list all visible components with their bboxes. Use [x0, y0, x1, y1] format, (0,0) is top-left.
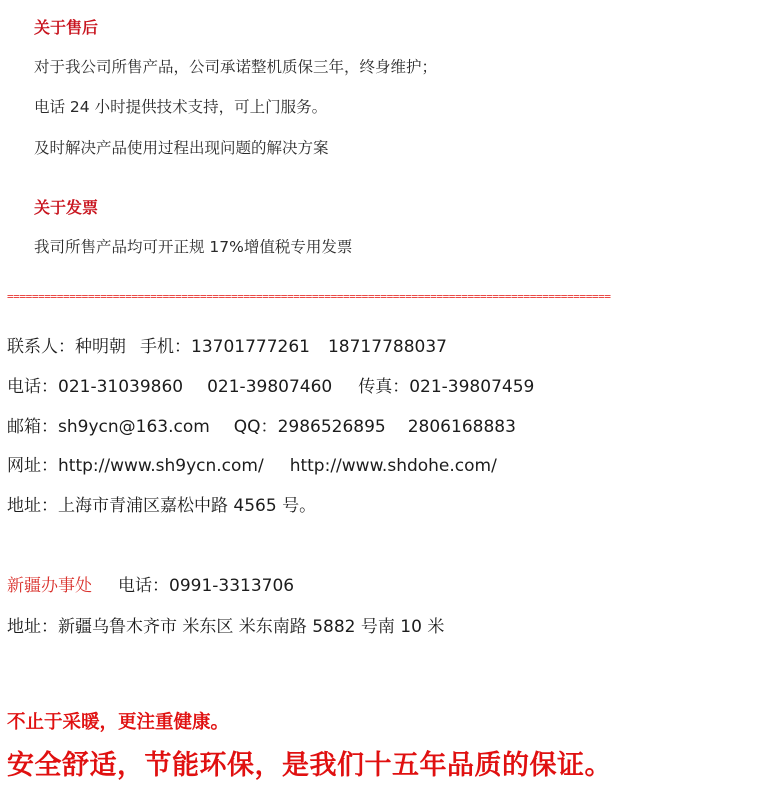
email-address[interactable]: sh9ycn@163.com	[58, 417, 210, 437]
mobile-number-2: 18717788037	[327, 337, 447, 357]
mobile-number-1: 13701777261	[191, 337, 310, 357]
address-row	[7, 498, 316, 515]
website-link-2[interactable]: http://www.shdohe.com/	[289, 456, 497, 476]
address-text: 上海市青浦区嘉松中路 4565 号。	[58, 496, 317, 516]
xinjiang-address-row	[7, 619, 444, 636]
slogan-line-1: 不止于采暖，更注重健康。	[7, 712, 230, 733]
slogan-line-2: 安全舒适，节能环保，是我们十五年品质的保证。	[7, 750, 612, 781]
mobile-label: 手机：	[140, 337, 191, 357]
xinjiang-phone-number: 0991-3313706	[169, 576, 295, 596]
website-row	[7, 458, 497, 475]
phone-number-2: 021-39807460	[207, 377, 333, 397]
contact-person-label: 联系人：	[7, 337, 75, 357]
section-divider: =================================================================================================	[7, 291, 611, 302]
xinjiang-address-text: 新疆乌鲁木齐市 米东区 米东南路 5882 号南 10 米	[58, 617, 445, 637]
after-sales-line-3: 及时解决产品使用过程出现问题的解决方案	[34, 139, 329, 157]
after-sales-line-1: 对于我公司所售产品，公司承诺整机质保三年，终身维护；	[34, 58, 438, 76]
qq-number-1: 2986526895	[277, 417, 386, 437]
after-sales-line-2: 电话 24 小时提供技术支持，可上门服务。	[34, 98, 328, 116]
contact-person-row	[7, 339, 447, 356]
website-link-1[interactable]: http://www.sh9ycn.com/	[58, 456, 264, 476]
contact-person-name: 种明朝	[75, 337, 126, 357]
xinjiang-office-row	[7, 578, 294, 595]
qq-label: QQ：	[233, 417, 278, 437]
phone-row	[7, 379, 534, 396]
website-label: 网址：	[7, 456, 58, 476]
invoice-heading: 关于发票	[34, 198, 99, 217]
xinjiang-phone-label: 电话：	[118, 576, 169, 596]
email-label: 邮箱：	[7, 417, 58, 437]
xinjiang-office-name: 新疆办事处	[7, 576, 92, 596]
address-label: 地址：	[7, 496, 58, 516]
email-row	[7, 419, 516, 436]
phone-label: 电话：	[7, 377, 58, 397]
fax-number: 021-39807459	[409, 377, 535, 397]
after-sales-heading: 关于售后	[34, 18, 99, 37]
xinjiang-address-label: 地址：	[7, 617, 58, 637]
qq-number-2: 2806168883	[407, 417, 516, 437]
invoice-line: 我司所售产品均可开正规 17%增值税专用发票	[34, 238, 353, 256]
fax-label: 传真：	[358, 377, 410, 397]
phone-number-1: 021-31039860	[58, 377, 184, 397]
